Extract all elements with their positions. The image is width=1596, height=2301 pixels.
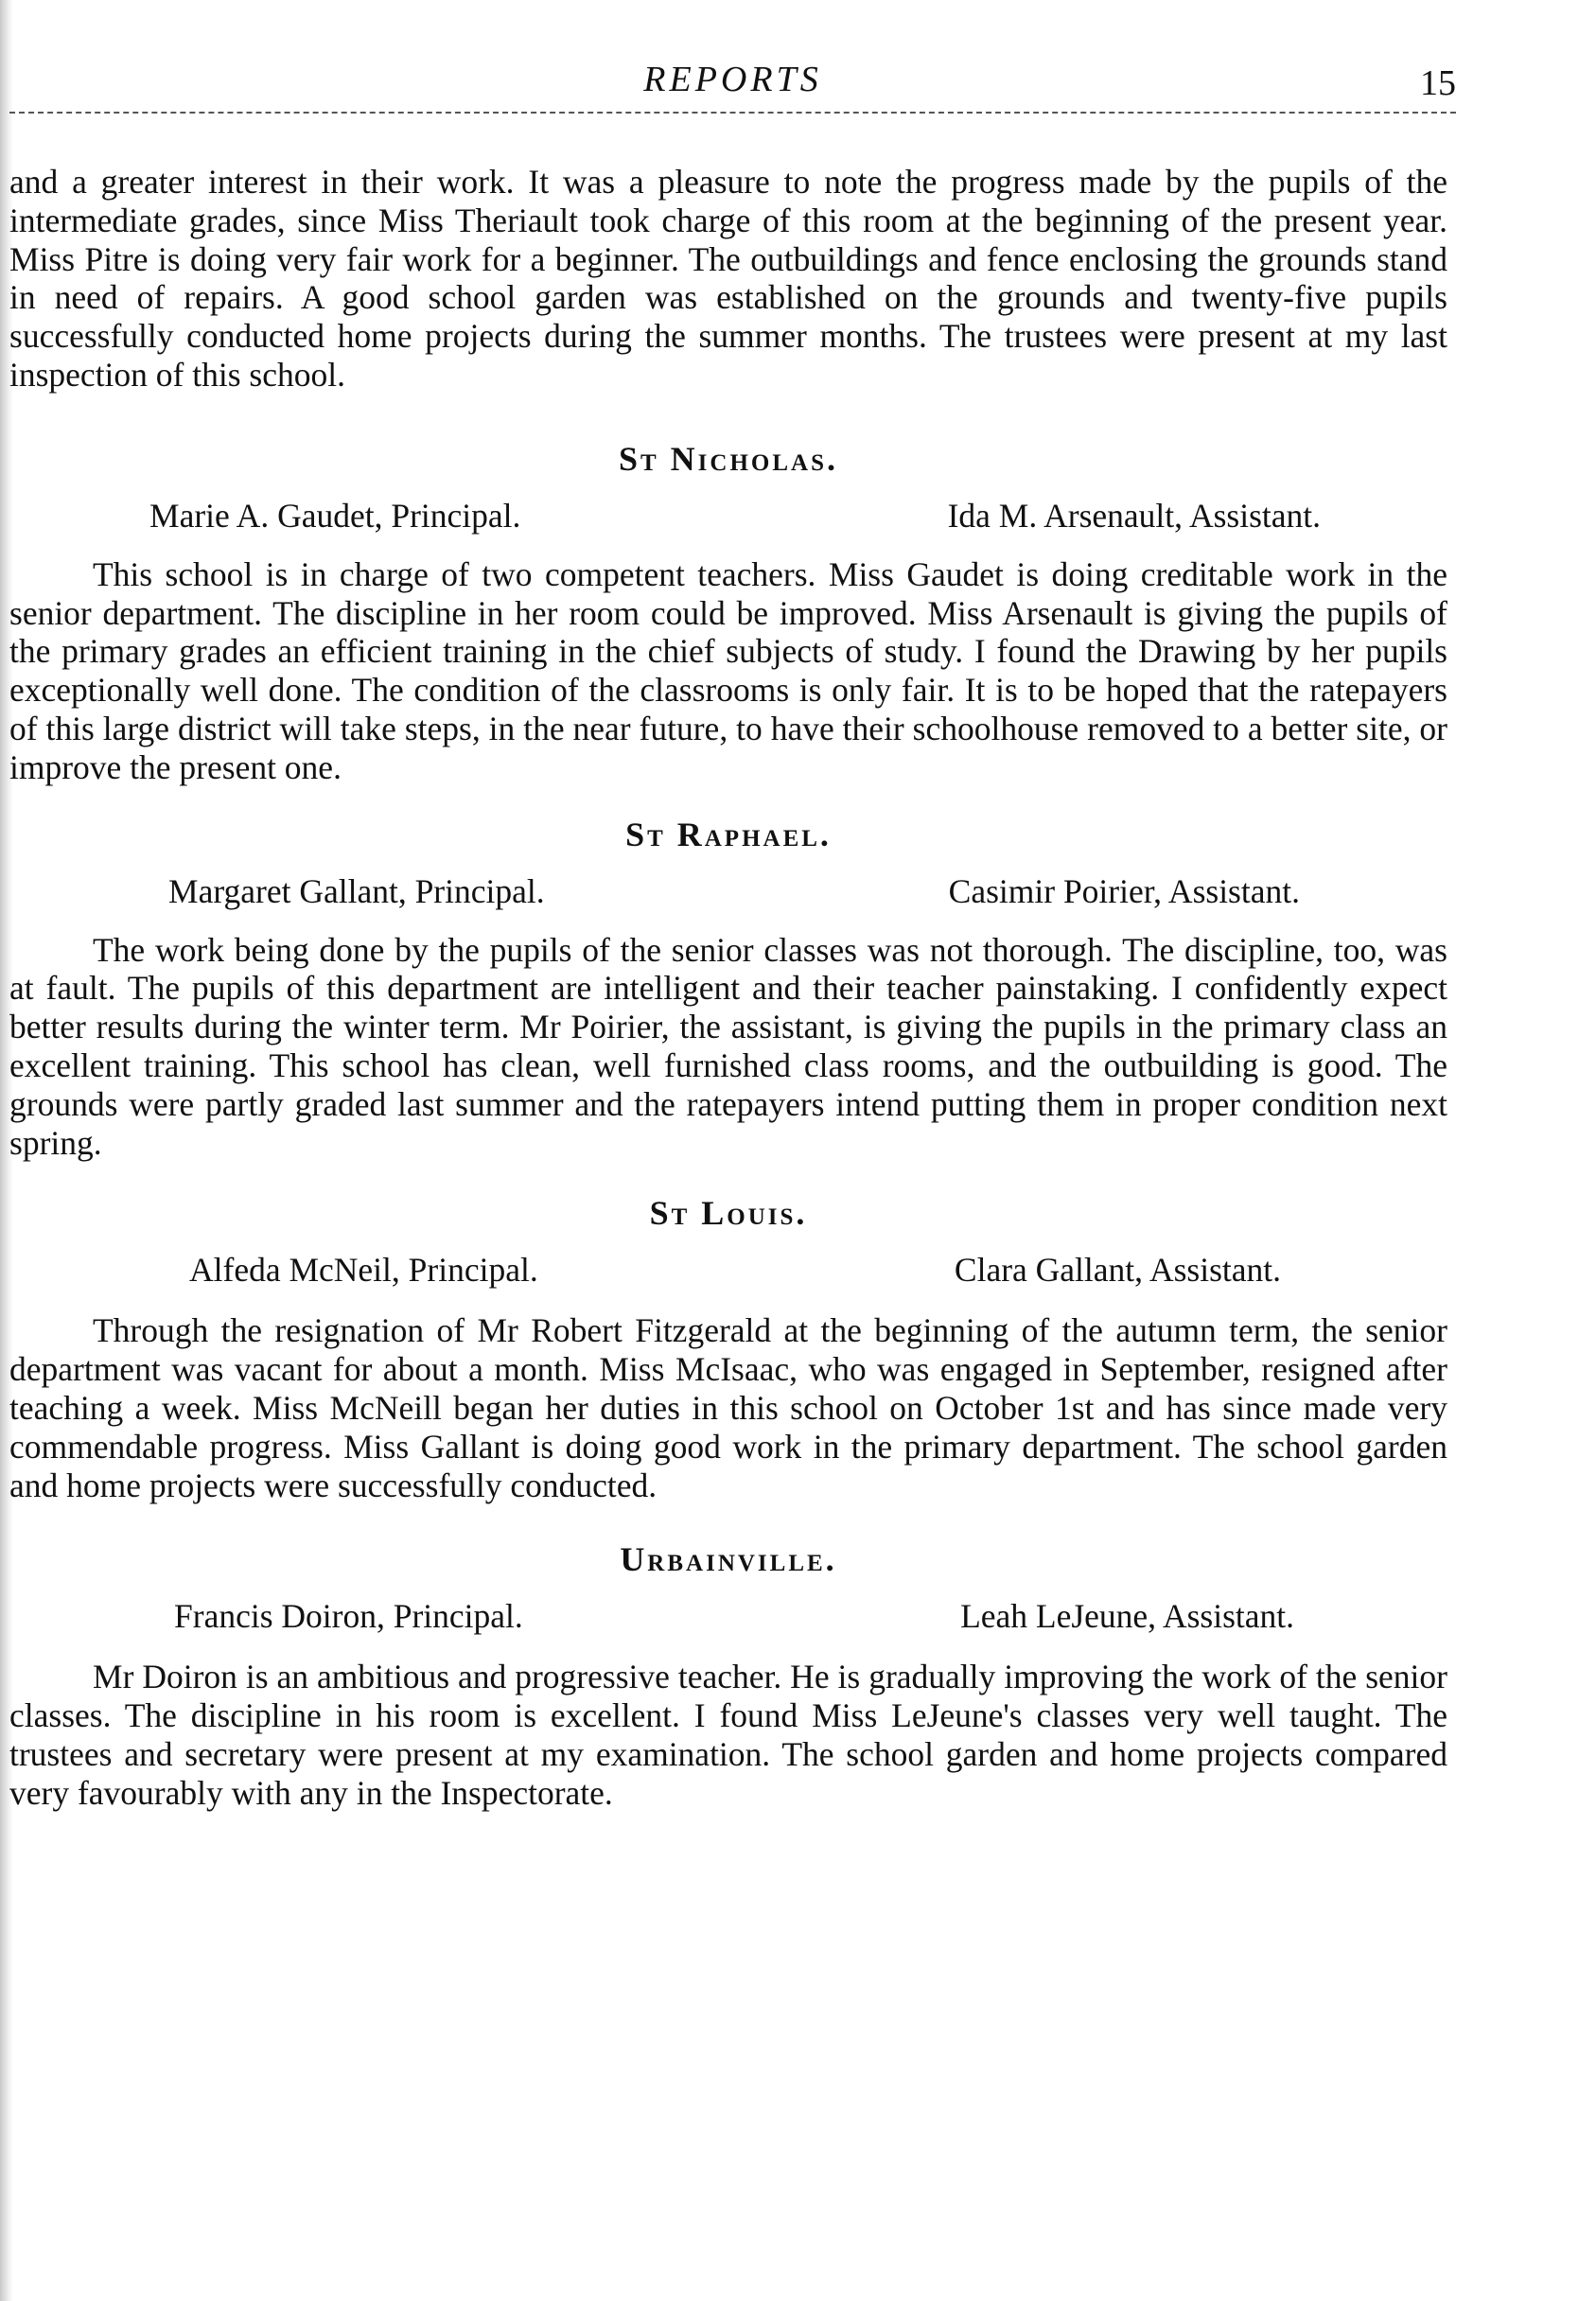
staff-line-urbainville xyxy=(9,1597,1447,1635)
principal-name: Francis Doiron, Principal. xyxy=(174,1597,523,1636)
intro-paragraph: and a greater interest in their work. It was a pleasure to note the progress made by the pupils of the intermediate grades, since Miss Theriault took charge of this room at the beginning of the present year. Miss Pitre is doing very fair work for a beginner. The outbuildings and fence enclosing the grounds stand in need of repairs. A good school garden was established on the grounds and twenty-five pupils successfully conducted home projects during the summer months. The trustees were present at my last inspection of this school. xyxy=(9,163,1447,394)
assistant-name: Ida M. Arsenault, Assistant. xyxy=(947,496,1321,535)
section-text-st-nicholas: This school is in charge of two competent teachers. Miss Gaudet is doing creditable work in the senior department. The discipline in her room could be improved. Miss Arsenault is giving the pupils of the primary grades an efficient training in the chief subjects of study. I found the Drawing by her pupils exceptionally well done. The condition of the classrooms is only fair. It is to be hoped that the ratepayers of this large district will take steps, in the near future, to have their schoolhouse removed to a better site, or improve the present one. xyxy=(9,554,1447,786)
section-heading-st-nicholas: St Nicholas. xyxy=(618,439,838,478)
section-text-st-raphael: The work being done by the pupils of the senior classes was not thorough. The discipline, too, was at fault. The pupils of this department are intelligent and their teacher painstaking. I confidently expect better results during the winter term. Mr Poirier, the assistant, is giving the pupils in the primary class an excellent training. This school has clean, well furnished class rooms, and the outbuilding is good. The grounds were partly graded last summer and the ratepayers intend putting them in proper condition next spring. xyxy=(9,930,1447,1162)
section-text-urbainville: Mr Doiron is an ambitious and progressive teacher. He is gradually improving the work of the senior classes. The discipline in his room is excellent. I found Miss LeJeune's classes very well taught. The trustees and secretary were present at my examination. The school garden and home projects compared very favourably with any in the Inspectorate. xyxy=(9,1658,1447,1812)
staff-line-st-nicholas xyxy=(9,497,1447,535)
staff-line-st-raphael xyxy=(9,872,1447,910)
page-number: 15 xyxy=(1420,63,1456,103)
staff-line-st-louis xyxy=(9,1251,1447,1289)
section-heading-st-louis: St Louis. xyxy=(649,1194,808,1233)
principal-name: Margaret Gallant, Principal. xyxy=(168,871,545,910)
section-heading-st-raphael: St Raphael. xyxy=(625,815,832,853)
assistant-name: Clara Gallant, Assistant. xyxy=(954,1251,1281,1290)
principal-name: Alfeda McNeil, Principal. xyxy=(189,1251,538,1290)
page-body xyxy=(9,163,1447,1813)
principal-name: Marie A. Gaudet, Principal. xyxy=(149,496,521,535)
header-rule xyxy=(9,112,1456,114)
assistant-name: Leah LeJeune, Assistant. xyxy=(960,1597,1294,1636)
page-header xyxy=(9,59,1456,115)
running-head: REPORTS xyxy=(643,60,822,99)
assistant-name: Casimir Poirier, Assistant. xyxy=(948,871,1300,910)
section-heading-urbainville: Urbainville. xyxy=(620,1540,837,1579)
section-text-st-louis: Through the resignation of Mr Robert Fitzgerald at the beginning of the autumn term, the senior department was vacant for about a month. Miss McIsaac, who was engaged in September, resigned after teaching a week. Miss McNeill began her duties in this school on October 1st and has since made very commendable progress. Miss Gallant is doing good work in the primary department. The school garden and home projects were successfully conducted. xyxy=(9,1311,1447,1504)
